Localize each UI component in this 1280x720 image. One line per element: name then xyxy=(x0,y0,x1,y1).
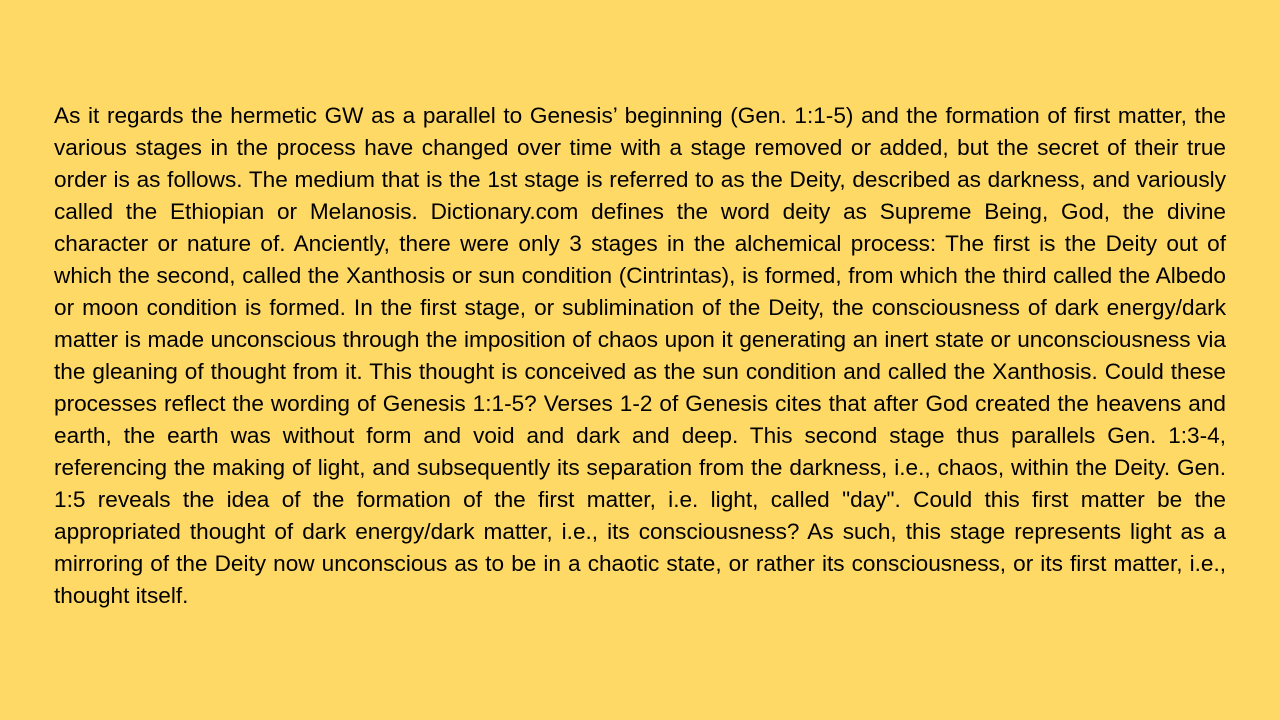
slide-body-paragraph: As it regards the hermetic GW as a parallel to Genesis’ beginning (Gen. 1:1-5) and the formation of first matter, the various stages in the process have changed over time with a stage removed or added, but the secret of their true order is as follows. The medium that is the 1st stage is referred to as the Deity, described as darkness, and variously called the Ethiopian or Melanosis. Dictionary.com defines the word deity as Supreme Being, God, the divine character or nature of. Anciently, there were only 3 stages in the alchemical process: The first is the Deity out of which the second, called the Xanthosis or sun condition (Cintrintas), is formed, from which the third called the Albedo or moon condition is formed. In the first stage, or sublimination of the Deity, the consciousness of dark energy/dark matter is made unconscious through the imposition of chaos upon it generating an inert state or unconsciousness via the gleaning of thought from it. This thought is conceived as the sun condition and called the Xanthosis. Could these processes reflect the wording of Genesis 1:1-5? Verses 1-2 of Genesis cites that after God created the heavens and earth, the earth was without form and void and dark and deep. This second stage thus parallels Gen. 1:3-4, referencing the making of light, and subsequently its separation from the darkness, i.e., chaos, within the Deity. Gen. 1:5 reveals the idea of the formation of the first matter, i.e. light, called "day". Could this first matter be the appropriated thought of dark energy/dark matter, i.e., its consciousness? As such, this stage represents light as a mirroring of the Deity now unconscious as to be in a chaotic state, or rather its consciousness, or its first matter, i.e., thought itself. xyxy=(54,103,1226,608)
